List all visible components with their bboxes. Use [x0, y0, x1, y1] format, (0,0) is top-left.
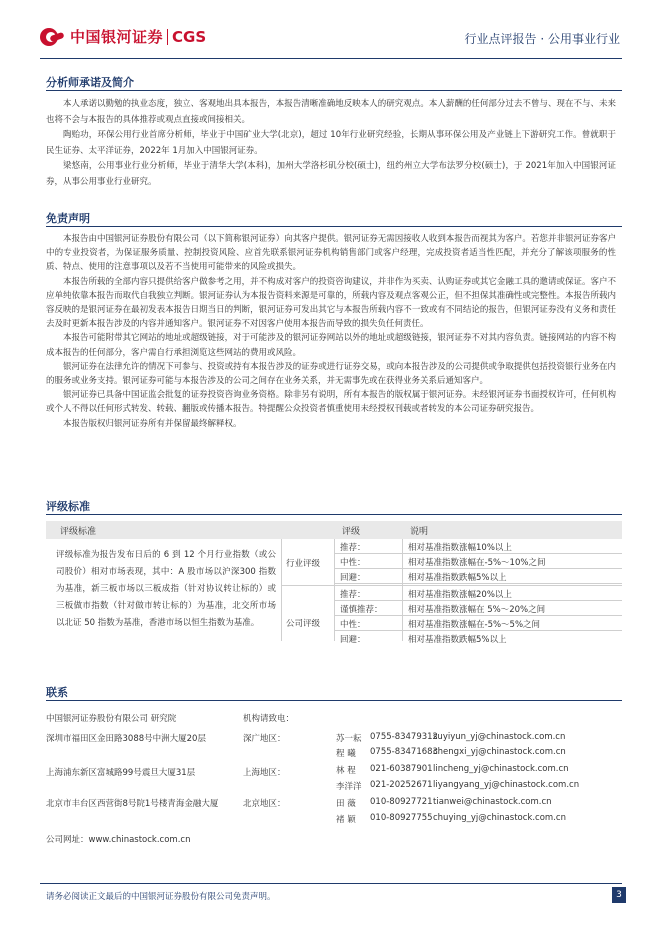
- rating-table-header: [46, 521, 622, 539]
- disclaimer-para: 本报告可能附带其它网站的地址或超级链接，对于可能涉及的银河证券网站以外的地址或超级链接，银河证券不对其内容负责。链接网站的内容不构成本报告的任何部分，客户需自行承担浏览这些网站的费用或风险。: [46, 333, 616, 358]
- company-rating-label: 公司评级: [286, 619, 321, 629]
- contact-email[interactable]: chengxi_yj@chinastock.com.cn: [433, 747, 566, 757]
- contact-name: 褚 颖: [336, 815, 356, 825]
- company-rating-row: 谨慎推荐： 相对基准指数涨幅在 5%～20%之间: [334, 601, 622, 616]
- report-type: 行业点评报告 · 公用事业行业: [464, 32, 620, 46]
- contact-phone: 021-20252671: [370, 780, 433, 790]
- header-standard: 评级标准: [60, 527, 97, 537]
- rating-section-divider: [46, 514, 622, 515]
- industry-rating-row: 推荐： 相对基准指数涨幅10%以上: [334, 539, 622, 554]
- analyst-commitment: 本人承诺以勤勉的执业态度，独立、客观地出具本报告，本报告清晰准确地反映本人的研究观点。本人薪酬的任何部分过去不曾与、现在不与、未来也将不会与本报告的具体推荐或观点直接或间接相关。: [46, 99, 616, 125]
- logo-en-text: CGS: [172, 27, 207, 46]
- contact-email[interactable]: suyiyun_yj@chinastock.com.cn: [433, 732, 566, 742]
- company-rating-row: 回避： 相对基准指数跌幅5%以上: [340, 635, 507, 645]
- footer-disclaimer: 请务必阅读正文最后的中国银河证券股份有限公司免责声明。: [46, 892, 276, 902]
- contact-email[interactable]: chuying_yj@chinastock.com.cn: [433, 813, 566, 823]
- header-rating: 评级: [342, 527, 361, 537]
- company-logo: [40, 26, 206, 47]
- disclaimer-text: [46, 232, 616, 431]
- contact-phone: 0755-83479312: [370, 732, 438, 742]
- contact-name: 程 曦: [336, 749, 356, 759]
- contact-phone: 021-60387901: [370, 764, 433, 774]
- company-rating-row: 中性： 相对基准指数涨幅在-5%～5%之间: [334, 616, 622, 631]
- contact-name: 李洋洋: [336, 782, 362, 792]
- contact-name: 林 程: [336, 766, 356, 776]
- contact-name: 苏一耘: [336, 734, 362, 744]
- disclaimer-para: 本报告版权归银河证券所有并保留最终解释权。: [63, 418, 242, 429]
- logo-divider: [167, 29, 168, 45]
- office-address: 深圳市福田区金田路3088号中洲大厦20层: [46, 734, 206, 744]
- region-label: 深广地区：: [243, 734, 286, 744]
- contact-phone: 0755-83471683: [370, 747, 438, 757]
- analyst-text: [46, 97, 616, 190]
- rating-description: 评级标准为报告发布日后的 6 到 12 个月行业指数（或公司股价）相对市场表现，其中：A 股市场以沪深300 指数为基准，新三板市场以三板成指（针对协议转让标的）或三板做市指数（针对做市转让标的）为基准，北交所市场以北证 50 指数为基准，香港市场以恒生指数为基准。: [56, 550, 276, 628]
- header-divider: [40, 58, 622, 59]
- office-address: 上海浦东新区富城路99号震旦大厦31层: [46, 768, 196, 778]
- analyst-section-title: 分析师承诺及简介: [46, 76, 134, 89]
- industry-rating-row: 中性： 相对基准指数涨幅在-5%～10%之间: [334, 554, 622, 569]
- rating-table: [46, 521, 622, 645]
- contact-email[interactable]: liyangyang_yj@chinastock.com.cn: [433, 780, 580, 790]
- disclaimer-para: 本报告由中国银河证券股份有限公司（以下简称银河证券）向其客户提供。银河证券无需因接收人收到本报告而视其为客户。若您并非银河证券客户中的专业投资者，为保证服务质量、控制投资风险、应首先联系银河证券机构销售部门或客户经理，完成投资者适当性匹配，并充分了解该项服务的性质、特点、使用的注意事项以及若不当使用可能带来的风险或损失。: [46, 234, 616, 273]
- company-rating-row: 推荐： 相对基准指数涨幅20%以上: [334, 586, 622, 601]
- analyst-section-divider: [46, 90, 622, 91]
- contact-section-divider: [46, 700, 622, 701]
- rating-section-title: 评级标准: [46, 500, 90, 513]
- industry-rating-label: 行业评级: [286, 559, 321, 569]
- region-label: 北京地区：: [243, 799, 286, 809]
- office-address: 北京市丰台区西营街8号院1号楼青海金融大厦: [46, 799, 219, 809]
- disclaimer-para: 银河证券在法律允许的情况下可参与、投资或持有本报告涉及的证券或进行证券交易，或向本报告涉及的公司提供或争取提供包括投资银行业务在内的服务或业务支持。银河证券可能与本报告涉及的公司之间存在业务关系，并无需事先或在获得业务关系后通知客户。: [46, 361, 616, 387]
- sales-label: 机构请致电：: [243, 714, 295, 724]
- contact-phone: 010-80927755: [370, 813, 433, 823]
- contact-name: 田 薇: [336, 799, 356, 809]
- industry-rating-row: 回避： 相对基准指数跌幅5%以上: [334, 569, 622, 584]
- analyst-bio-liang: 梁悠南，公用事业行业分析师，毕业于清华大学(本科)，加州大学洛杉矶分校(硕士)，纽约州立大学布法罗分校(硕士)，于 2021年加入中国银河证券，从事公用事业行业研究。: [46, 161, 616, 187]
- region-label: 上海地区：: [243, 768, 286, 778]
- header-desc: 说明: [410, 527, 429, 537]
- contact-email[interactable]: tianwei@chinastock.com.cn: [433, 797, 552, 807]
- disclaimer-section-title: 免责声明: [46, 212, 90, 225]
- contact-section-title: 联系: [46, 686, 68, 699]
- disclaimer-para: 银河证券已具备中国证监会批复的证券投资咨询业务资格。除非另有说明，所有本报告的版权属于银河证券。未经银河证券书面授权许可，任何机构或个人不得以任何形式转发、转载、翻版或传播本报告。特提醒公众投资者慎重使用未经授权刊载或者转发的本公司证券研究报告。: [46, 390, 616, 415]
- logo-cn-text: 中国银河证券: [70, 28, 164, 46]
- page-header: [0, 0, 662, 60]
- cgs-logo-icon: [40, 28, 66, 46]
- page-number: 3: [612, 887, 626, 903]
- analyst-bio-tao: 陶贻功，环保公用行业首席分析师，毕业于中国矿业大学(北京)，超过 10年行业研究经验，长期从事环保公用及产业链上下游研究工作。曾就职于民生证券、太平洋证券，2022年 1月加入中国银河证券。: [46, 130, 616, 156]
- research-institute: 中国银河证券股份有限公司 研究院: [46, 714, 177, 724]
- footer-divider: [40, 883, 622, 884]
- disclaimer-para: 本报告所载的全部内容只提供给客户做参考之用，并不构成对客户的投资咨询建议，并非作为买卖、认购证券或其它金融工具的邀请或保证。客户不应单纯依靠本报告而取代自我独立判断。银河证券认为本报告资料来源是可靠的，所载内容及观点客观公正，但不担保其准确性或完整性。本报告所载内容反映的是银河证券在最初发表本报告日期当日的判断，银河证券可发出其它与本报告所载内容不一致或有不同结论的报告，但银河证券没有义务和责任去及时更新本报告涉及的内容并通知客户。银河证券不对因客户使用本报告而导致的损失负任何责任。: [46, 276, 616, 330]
- disclaimer-section-divider: [46, 226, 622, 227]
- company-website[interactable]: 公司网址：www.chinastock.com.cn: [46, 835, 191, 845]
- contact-phone: 010-80927721: [370, 797, 433, 807]
- contact-email[interactable]: lincheng_yj@chinastock.com.cn: [433, 764, 569, 774]
